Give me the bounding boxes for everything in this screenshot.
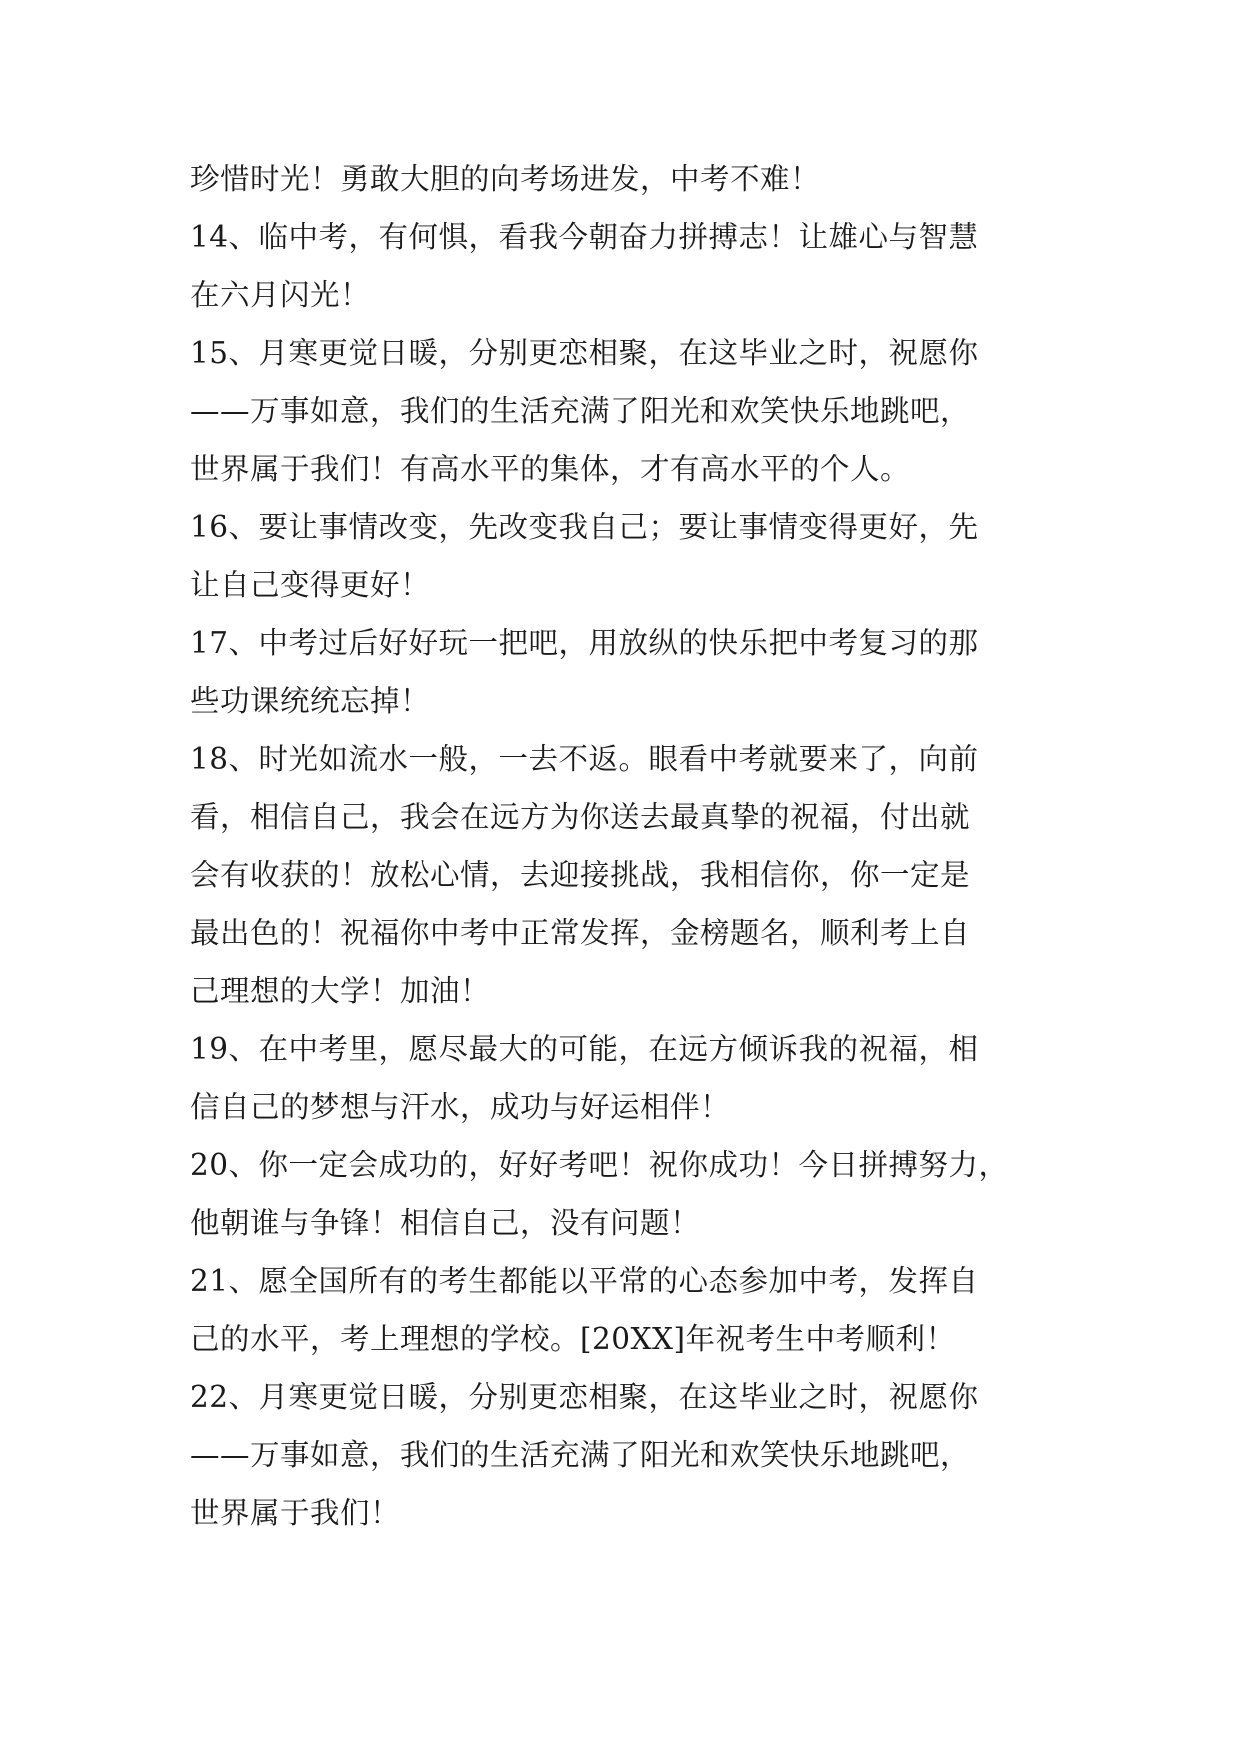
text-line: 21、愿全国所有的考生都能以平常的心态参加中考，发挥自	[190, 1264, 979, 1298]
text-line: 14、临中考，有何惧，看我今朝奋力拼搏志！让雄心与智慧	[190, 220, 979, 254]
text-line: 己的水平，考上理想的学校。[20XX]年祝考生中考顺利！	[190, 1322, 956, 1356]
text-line: 19、在中考里，愿尽最大的可能，在远方倾诉我的祝福，相	[190, 1032, 979, 1066]
text-line: 信自己的梦想与汗水，成功与好运相伴！	[190, 1090, 731, 1124]
text-line: 会有收获的！放松心情，去迎接挑战，我相信你，你一定是	[190, 858, 971, 892]
text-line: 看，相信自己，我会在远方为你送去最真挚的祝福，付出就	[190, 800, 971, 834]
text-line: ——万事如意，我们的生活充满了阳光和欢笑快乐地跳吧，	[190, 394, 971, 428]
text-line: 最出色的！祝福你中考中正常发挥，金榜题名，顺利考上自	[190, 916, 971, 950]
text-line: 珍惜时光！勇敢大胆的向考场进发，中考不难！	[190, 162, 821, 196]
text-line: 在六月闪光！	[190, 278, 371, 312]
text-line: 些功课统统忘掉！	[190, 684, 431, 718]
text-line: 22、月寒更觉日暖，分别更恋相聚，在这毕业之时，祝愿你	[190, 1380, 979, 1414]
document-body	[190, 150, 1070, 1542]
text-line: 18、时光如流水一般，一去不返。眼看中考就要来了，向前	[190, 742, 979, 776]
text-line: 世界属于我们！有高水平的集体，才有高水平的个人。	[190, 452, 911, 486]
text-line: 15、月寒更觉日暖，分别更恋相聚，在这毕业之时，祝愿你	[190, 336, 979, 370]
text-line: 他朝谁与争锋！相信自己，没有问题！	[190, 1206, 701, 1240]
text-line: 17、中考过后好好玩一把吧，用放纵的快乐把中考复习的那	[190, 626, 979, 660]
text-line: ——万事如意，我们的生活充满了阳光和欢笑快乐地跳吧，	[190, 1438, 971, 1472]
text-line: 让自己变得更好！	[190, 568, 431, 602]
text-line: 世界属于我们！	[190, 1496, 401, 1530]
text-line: 己理想的大学！加油！	[190, 974, 491, 1008]
text-line: 20、你一定会成功的，好好考吧！祝你成功！今日拼搏努力，	[190, 1148, 1009, 1182]
text-line: 16、要让事情改变，先改变我自己；要让事情变得更好，先	[190, 510, 979, 544]
